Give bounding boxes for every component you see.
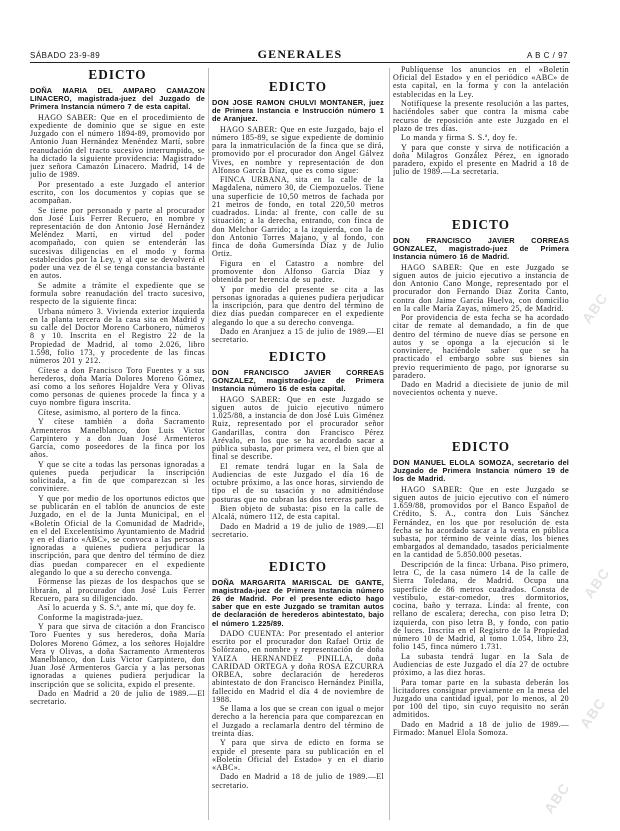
notice-chulvi [212,78,384,348]
page-number: A B C / 97 [526,51,568,60]
issue-date: SÁBADO 23-9-89 [30,51,101,60]
notice-paragraph: Publíquense los anuncios en el «Boletín Oficial del Estado» y en el periódico «ABC» de esta capital, en la forma y con la antelación establecidas en la Ley. [393,66,569,99]
notice-camazon [30,66,205,810]
notice-elola [393,438,569,806]
notice-closing: Dado en Madrid a 18 de julio de 1989.—El secretario. [212,772,384,790]
notice-closing: Dado en Madrid a 18 de julio de 1989.—Firmado: Manuel Elola Somoza. [393,719,569,738]
notice-paragraph: Fórmense las piezas de los despachos que se librarán, al procurador don José Luis Ferrer Recuero, para su diligenciado. [30,577,205,603]
notice-paragraph: DADO CUENTA: Por presentado el anterior escrito por el procurador don Rafael Ortiz de Solórzano, en nombre y representación de doña YAIZA HERNANDEZ PINILLA, doña CARIDAD ORTEGA y doña ROSA EZCURRA ORBEA, sobre declaración de herederos abintestato de don Francisco Hernández Pinilla, fallecido en Madrid el día 4 de noviembre de 1988. [212,628,384,704]
notice-paragraph: HAGO SABER: Que en este Juzgado se siguen autos de juicio ejecutivo a instancia de don Antonio Cano Monge, representado por el procurador don Fernando Díaz Zorita Canto, contra don Jaime García Huelva, con domicilio en la calle María Zayas, número 25, de Madrid. [393,262,569,313]
notice-paragraph: HAGO SABER: Que en este Juzgado se siguen autos de juicio ejecutivo número 1.025/88, a instancia de don José Luis Giménez Ruiz, representado por el procurador señor Gandarillas, contra don Francisco Pérez Arévalo, en los que se ha acordado sacar a pública subasta, por primera vez, el bien que al final se describe. [212,394,384,462]
abc-watermark: ABC [580,564,613,602]
notice-closing: Y para que conste y sirva de notificación a doña Milagros González Pérez, en ignorado paradero, expido el presente en Madrid a 18 de julio de 1989.—La secretaria. [393,142,569,177]
abc-watermark: ABC [576,694,609,732]
notice-paragraph: Por providencia de esta fecha se ha acordado citar de remate al demandado, a fin de que dentro del término de nueve días se persone en autos y se oponga a la ejecución si le conviniere, haciéndole saber que se ha practicado el embargo sobre sus bienes sin previo requerimiento de pago, por ignorarse su paradero. [393,313,569,380]
notice-title: EDICTO [88,66,147,82]
notice-paragraph: Cítese a don Francisco Toro Fuentes y a sus herederos, doña María Dolores Moreno Gómez, así como a los señores Hojaldre Vera y Olivas como personas de quienes procede la finca y a cuyo nombre figura inscrita. [30,365,205,408]
notice-heading: DON MANUEL ELOLA SOMOZA, secretario del Juzgado de Primera Instancia número 19 de los de Madrid. [393,458,569,484]
notice-heading: DOÑA MARGARITA MARISCAL DE GANTE, magistrada-juez de Primera Instancia número 26 de Madrid. Por el presente edicto hago saber que en este Juzgado se tramitan autos de declaración de herederos abintestato, bajo el número 1.225/89. [212,578,384,628]
notice-title: EDICTO [268,558,328,574]
notice-paragraph: Lo manda y firma S. S.ª, doy fe. [401,133,518,143]
header-rule [30,62,570,63]
notice-paragraph: Para tomar parte en la subasta deberán los licitadores consignar previamente en la mesa del Juzgado una cantidad igual, por lo menos, al 20 por 100 del tipo, sin cuyo requisito no serán admitidos. [393,677,569,720]
notice-heading: DOÑA MARIA DEL AMPARO CAMAZON LINACERO, magistrada-juez del Juzgado de Primera Instancia número 7 de esta capital. [30,86,205,112]
abc-watermark: ABC [578,289,611,327]
notice-paragraph: Y para que sirva de citación a don Francisco Toro Fuentes y sus herederos, doña María Dolores Moreno Gómez, a los señores Hojaldre Vera y Olivas, a doña Sacramento Armenteros Manelblanco, don Luis Victor Carpintero, don Juan José Armenteros García y a las personas ignoradas a quienes pudiera perjudicar la inscripción que se solicita, expido el presente. [30,622,205,689]
column-divider [208,68,209,820]
notice-title: EDICTO [268,348,328,364]
notice-paragraph: Y que se cite a todas las personas ignoradas a quienes pueda perjudicar la inscripción solicitada, a fin de que comparezcan si les conviniere. [30,459,205,494]
notice-title: EDICTO [451,438,511,454]
section-title: GENERALES [257,47,343,61]
notice-paragraph: Así lo acuerda y S. S.ª, ante mí, que doy fe. [38,603,197,613]
notice-mariscal [212,558,384,824]
notice-paragraph: El remate tendrá lugar en la Sala de Audiencias de este Juzgado el día 16 de octubre próximo, a las once horas, sirviendo de tipo el de su tasación y no admitiéndose posturas que no cubran las dos terceras partes. [212,461,384,504]
notice-paragraph: Figura en el Catastro a nombre del promovente don Alfonso García Díaz y obtenida por herencia de su padre. [212,258,384,285]
notice-paragraph: Descripción de la finca: Urbana. Piso primero, letra C, de la casa número 14 de la calle de Sierra Toledana, de Madrid. Ocupa una superficie de 86 metros cuadrados. Consta de vestíbulo, estar-comedor, tres dormitorios, cocina, baño y terraza. Linda: al frente, con rellano de escalera; derecha, con piso letra D; izquierda, con piso letra B, y fondo, con patio de luces. Inscrita en el Registro de la Propiedad número 10 de Madrid, al tomo 1.054, libro 23, folio 145, finca número 1.731. [393,559,569,652]
notice-title: EDICTO [451,216,511,232]
notice-paragraph: Se admite a trámite el expediente que se formula sobre reanudación del tracto sucesivo, respecto de la siguiente finca: [30,280,205,307]
notice-correas-2 [393,216,569,438]
notice-paragraph: HAGO SABER: Que en este Juzgado, bajo el número 185-89, se sigue expediente de dominio para la inmatriculación de la finca que se dirá, promovido por el procurador don Angel Gálvez Vives, en nombre y representación de don Alfonso García Díaz, que es como sigue: [212,124,384,175]
notice-paragraph: Por presentado a este Juzgado el anterior escrito, con los documentos y copias que se acompañan. [30,179,205,206]
notice-closing: Dado en Madrid a 20 de julio de 1989.—El secretario. [30,689,205,707]
notice-heading: DON JOSE RAMON CHULVI MONTANER, juez de Primera Instancia e Instrucción número 1 de Aranjuez. [212,98,384,124]
notice-paragraph: FINCA URBANA, sita en la calle de la Magdalena, número 30, de Ciempozuelos. Tiene una superficie de 10,50 metros de fachada por 21 metros de fondo, en total 220,50 metros cuadrados. Linda: al frente, con calle de su situación; a la derecha, entrando, con finca de don Melchor Garrido; a la izquierda, con la de don Antonio Torres Majano, y al fondo, con finca de doña Gumersinda Díaz y de Julio Ortiz. [212,175,384,259]
notice-paragraph: Urbana número 3. Vivienda exterior izquierda en la planta tercera de la casa sita en Madrid y su calle del Doctor Moreno Carbonero, números 8 y 10. Inscrita en el Registro 22 de la Propiedad de Madrid, al tomo 2.026, libro 1.598, folio 173, y procedente de las fincas números 201 y 212. [30,306,205,366]
notice-closing: Dado en Madrid a diecisiete de junio de mil novecientos ochenta y nueve. [393,380,569,398]
notice-correas-1 [212,348,384,558]
notice-paragraph: Notifíquese la presente resolución a las partes, haciéndoles saber que contra la misma cabe recurso de reposición ante este Juzgado en el plazo de tres días. [393,99,569,133]
notice-paragraph: Y para que sirva de edicto en forma se expide el presente para su publicación en el «Boletín Oficial del Estado» y en el diario «ABC». [212,738,384,772]
notice-paragraph: Conforme la magistrada-juez. [38,612,144,622]
notice-paragraph: HAGO SABER: Que en este Juzgado se siguen autos de juicio ejecutivo con el número 1.659/88, promovidos por el Banco Español de Crédito, S. A., contra don Luis Sánchez Fernández, en los que por resolución de esta fecha se ha acordado sacar a la venta en pública subasta, por término de veinte días, los bienes embargados al demandado, tasados pericialmente en la cantidad de 5.850.000 pesetas. [393,484,569,560]
notice-paragraph: Se tiene por personado y parte al procurador don José Luis Ferrer Recuero, en nombre y representación de don Antonio José Hernández Meléndez Martí, en virtud del poder acompañado, con quien se entenderán las sucesivas diligencias en el modo y forma establecidos por la Ley, y al que se devolverá el poder una vez de él se tenga constancia bastante en autos. [30,205,205,281]
notice-paragraph: Cítese, asimismo, al portero de la finca. [38,407,181,417]
notice-paragraph: Bien objeto de subasta: piso en la calle de Alcalá, número 112, de esta capital. [212,504,384,522]
notice-heading: DON FRANCISCO JAVIER CORREAS GONZALEZ, magistrado-juez de Primera Instancia número 16 de Madrid. [393,236,569,262]
notice-paragraph: Y por medio del presente se cita a las personas ignoradas a quienes pudiera perjudicar la inscripción, para que dentro del término de diez días puedan comparecer en el expediente alegando lo que a su derecho convenga. [212,284,384,327]
notice-heading: DON FRANCISCO JAVIER CORREAS GONZALEZ, magistrado-juez de Primera Instancia número 16 de esta capital. [212,368,384,394]
abc-watermark: ABC [540,779,573,817]
notice-closing: Dado en Aranjuez a 15 de julio de 1989.—El secretario. [212,326,384,345]
column-divider [389,68,390,820]
notice-paragraph: Y que por medio de los oportunos edictos que se publicarán en el tablón de anuncios de este Juzgado, en el de la Junta Municipal, en el «Boletín Oficial de la Comunidad de Madrid», en el del Excelentísimo Ayuntamiento de Madrid y en el diario «ABC», se convoca a las personas ignoradas a quienes pudiera perjudicar la inscripción, para que dentro del término de diez días puedan comparecer en el expediente alegando lo que a su derecho convenga. [30,493,205,577]
notice-title: EDICTO [268,78,328,94]
notice-continued [393,66,569,216]
notice-paragraph: La subasta tendrá lugar en la Sala de Audiencias de este Juzgado el día 27 de octubre próximo, a las diez horas. [393,651,569,678]
notice-closing: Dado en Madrid a 19 de julio de 1989.—El secretario. [212,521,384,539]
notice-paragraph: HAGO SABER: Que en el procedimiento de expediente de dominio que se sigue en este Juzgado con el número 1894-89, promovido por Antonio Juan Hernández Menéndez Martí, sobre reanudación del tracto sucesivo interrumpido, se ha dictado la siguiente providencia: Magistrado-juez señora Camazón Linacero. Madrid, 14 de julio de 1989. [30,112,205,180]
notice-paragraph: Se llama a los que se crean con igual o mejor derecho a la herencia para que comparezcan en el Juzgado a reclamarla dentro del término de treinta días. [212,704,384,738]
notice-paragraph: Y cítese también a doña Sacramento Armenteros Manelblanco, don Luis Victor Carpintero y a don Juan José Armenteros García, como poseedores de la finca por los años. [30,417,205,460]
